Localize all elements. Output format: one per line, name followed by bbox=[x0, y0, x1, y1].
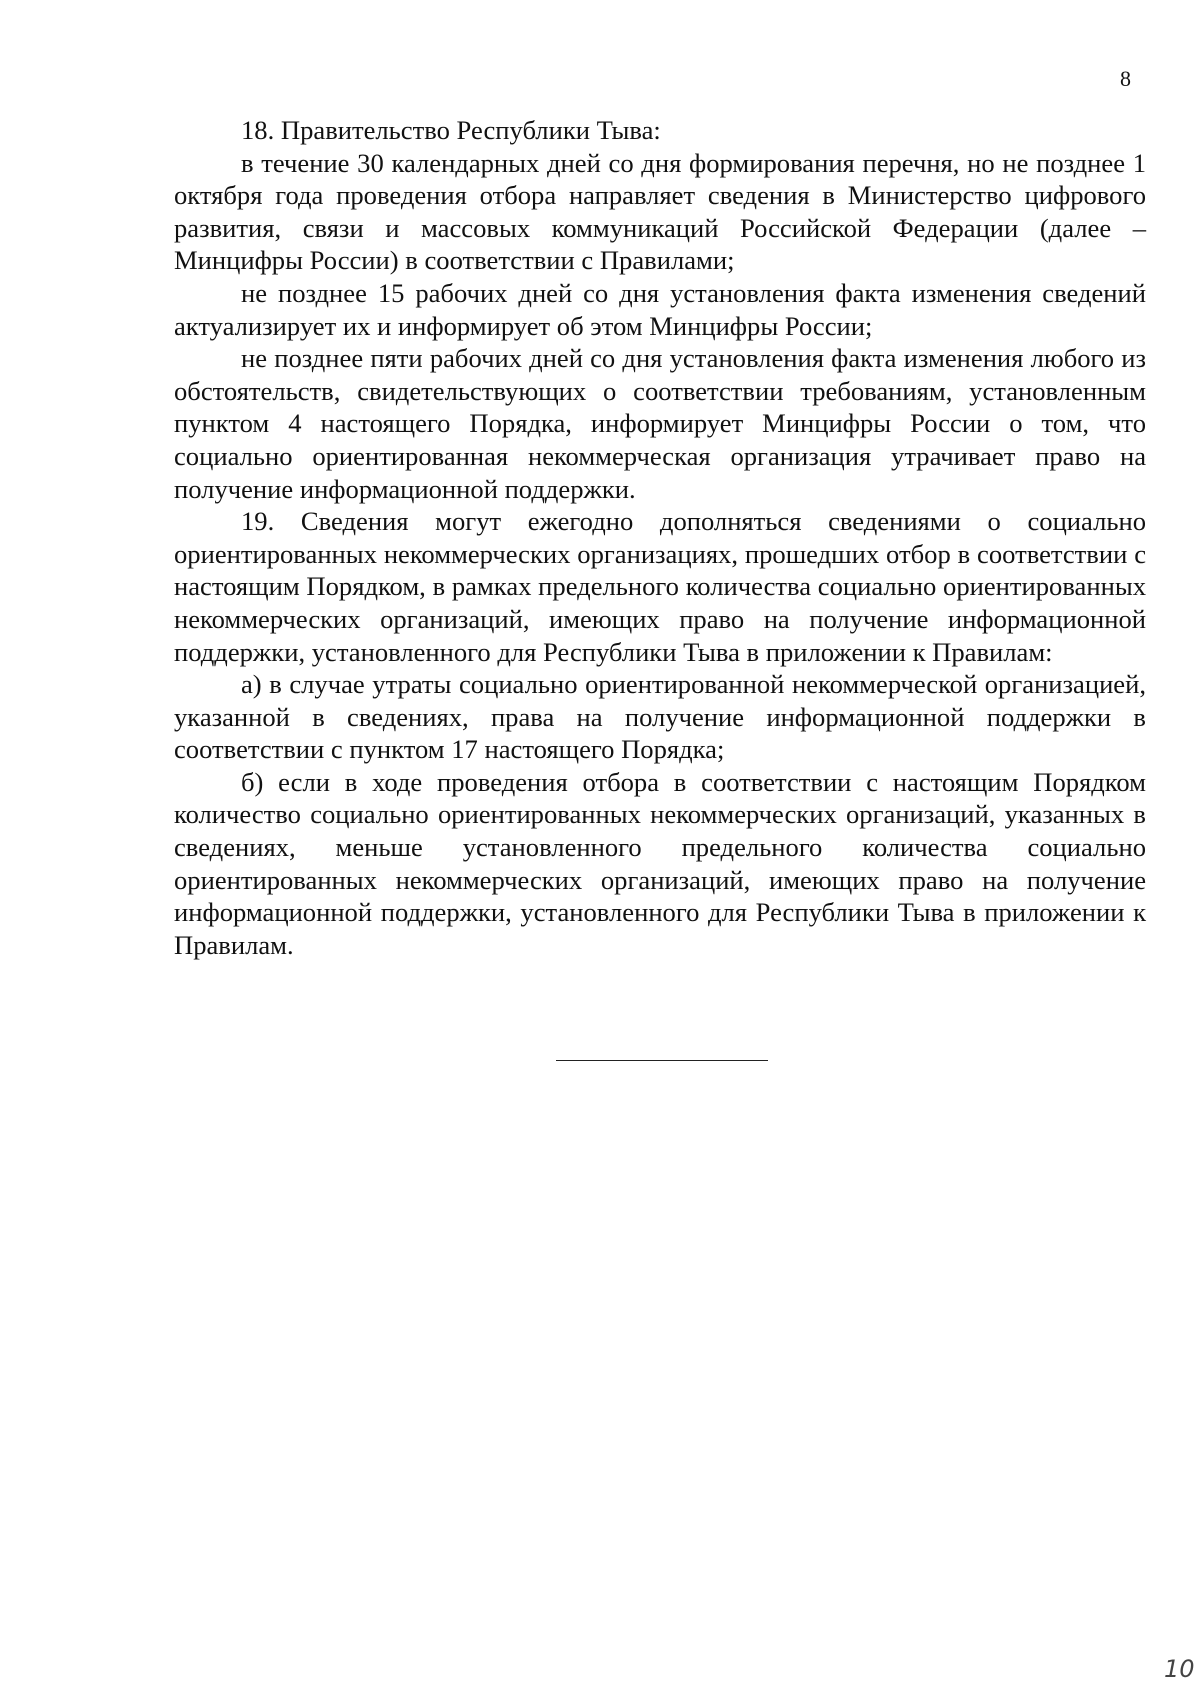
paragraph-19-item-a: а) в случае утраты социально ориентированной некоммерческой организацией, указанной в сведениях, права на получение информационной поддержки в соответствии с пунктом 17 настоящего Порядка; bbox=[174, 669, 1146, 765]
paragraph-18-item-1: в течение 30 календарных дней со дня формирования перечня, но не позднее 1 октября года проведения отбора направляет сведения в Министерство цифрового развития, связи и массовых коммуникаций Российской Федерации (далее – Минцифры России) в соответствии с Правилами; bbox=[174, 147, 1146, 276]
paragraph-18-heading: 18. Правительство Республики Тыва: bbox=[241, 115, 661, 145]
paragraph-19: 19. Сведения могут ежегодно дополняться сведениями о социально ориентированных некоммерческих организациях, прошедших отбор в соответствии с настоящим Порядком, в рамках предельного количества социально ориентированных некоммерческих организаций, имеющих право на получение информационной поддержки, установленного для Республики Тыва в приложении к Правилам: bbox=[174, 506, 1146, 667]
page-number: 8 bbox=[1120, 66, 1131, 91]
paragraph-18-item-2: не позднее 15 рабочих дней со дня установления факта изменения сведений актуализирует их и информирует об этом Минцифры России; bbox=[174, 277, 1146, 341]
paragraph-18-item-3: не позднее пяти рабочих дней со дня установления факта изменения любого из обстоятельств, свидетельствующих о соответствии требованиям, установленным пунктом 4 настоящего Порядка, информирует Минцифры России о том, что социально ориентированная некоммерческая организация утрачивает право на получение информационной поддержки. bbox=[174, 343, 1146, 504]
document-body bbox=[174, 114, 1146, 961]
handwritten-page-mark: 10 bbox=[1164, 1655, 1195, 1683]
end-separator-line bbox=[556, 1060, 768, 1061]
paragraph-19-item-b: б) если в ходе проведения отбора в соответствии с настоящим Порядком количество социально ориентированных некоммерческих организаций, указанных в сведениях, меньше установленного предельного количества социально ориентированных некоммерческих организаций, имеющих право на получение информационной поддержки, установленного для Республики Тыва в приложении к Правилам. bbox=[174, 766, 1146, 960]
